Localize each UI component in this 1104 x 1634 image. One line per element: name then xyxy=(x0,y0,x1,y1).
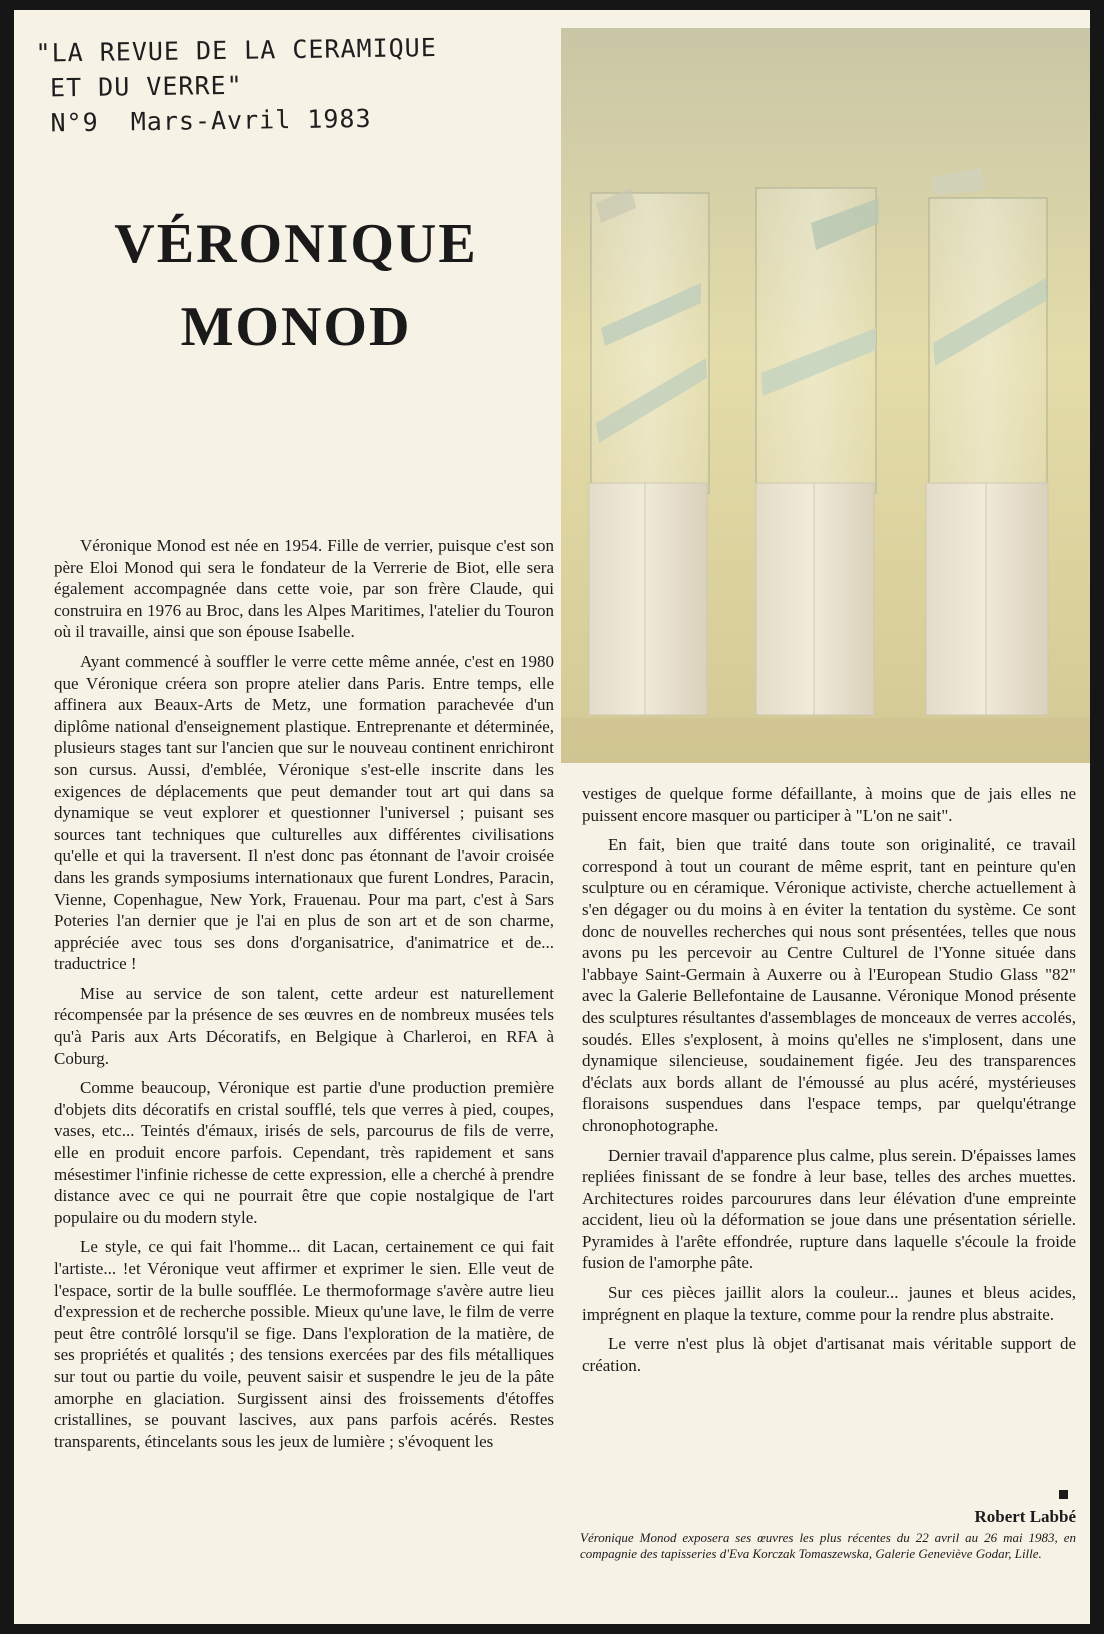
handwritten-annotation xyxy=(35,28,556,140)
paragraph: Le verre n'est plus là objet d'artisanat mais véritable support de création. xyxy=(582,1334,1076,1375)
paragraph: Sur ces pièces jaillit alors la couleur... jaunes et bleus acides, imprégnent en plaque la texture, comme pour la rendre plus abstraite. xyxy=(582,1283,1076,1324)
article-title-first-name: VÉRONIQUE xyxy=(114,213,478,275)
paragraph: En fait, bien que traité dans toute son originalité, ce travail correspond à tout un courant de même esprit, tant en peinture qu'en sculpture ou en céramique. Véronique activiste, cherche actuellement à s'en dégager ou du moins à en éviter la tentation du système. Ce sont donc de nouvelles recherches qui nous sont présentées, telles que nous avons pu les percevoir au Centre Culturel de l'Yonne située dans l'abbaye Saint-Germain à Auxerre ou à l'European Studio Glass "82" avec la Galerie Bellefontaine de Lausanne. Véronique Monod présente des sculptures résultantes d'assemblages de monceaux de verres accolés, soudés. Elles s'explosent, à moins qu'elles ne s'implosent, dans une dynamique silencieuse, soudainement figée. Jeu des transparences d'éclats aux bords allant de l'émoussé au plus acéré, mystérieuses floraisons suspendues dans l'espace temps, par quelqu'étrange chronophotographe. xyxy=(582,835,1076,1135)
annotation-line: ET DU VERRE" xyxy=(49,70,243,103)
article-title-last-name: MONOD xyxy=(180,296,412,358)
paragraph: Ayant commencé à souffler le verre cette même année, c'est en 1980 que Véronique créera son propre atelier dans Paris. Entre temps, elle affinera aux Beaux-Arts de Metz, une formation parachevée d'un diplôme national d'enseignement plastique. Entreprenante et déterminée, plusieurs stages tant sur l'ancien que sur le nouveau continent enrichiront son cursus. Aussi, d'emblée, Véronique s'est-elle inscrite dans les exigences de déplacements que peut demander tout art qui dans sa dynamique se veut explorer et questionner l'universel ; puisant ses sources tant techniques que culturelles aux différentes civilisations qu'elle et qui la traversent. Il n'est donc pas étonnant de l'avoir croisée dans les grands symposiums internationaux que furent Londres, Paracin, Vienne, Copenhague, New York, Frauenau. Pour ma part, c'est à Sars Poteries l'an dernier que je l'ai en plus de son art et de son charme, appréciée avec tous ses dons d'organisatrice, d'animatrice et de... traductrice ! xyxy=(54,651,554,974)
photo-margin xyxy=(561,764,1090,774)
end-of-article-square xyxy=(1059,1490,1068,1499)
sculpture-1 xyxy=(589,188,709,715)
exhibition-caption: Véronique Monod exposera ses œuvres les plus récentes du 22 avril au 26 mai 1983, en compagnie des tapisseries d'Eva Korczak Tomaszewska, Galerie Geneviève Godar, Lille. xyxy=(580,1530,1076,1561)
article-left-column xyxy=(54,535,554,1460)
annotation-line: "LA REVUE DE LA CERAMIQUE xyxy=(35,33,437,68)
magazine-page xyxy=(14,10,1090,1624)
paragraph: vestiges de quelque forme défaillante, à moins que de jais elles ne puissent encore masquer ou participer à "L'on ne sait". xyxy=(582,784,1076,825)
paragraph: Le style, ce qui fait l'homme... dit Lacan, certainement ce qui fait l'artiste... !et Véronique veut affirmer et exprimer le sien. Elle veut de l'espace, sortir de la bulle soufflée. Le thermoformage s'avère autre lieu d'expression et de recherche possible. Mieux qu'une lave, le film de verre peut être contrôlé lorsqu'il se fige. Dans l'exploration de la matière, de ses propriétés et qualités ; des tensions exercées par des fils métalliques sur tout ou partie du voile, peuvent saisir et suspendre le jeu de la pâte amorphe en glaciation. Surgissent ainsi des froissements d'étoffes cristallines, se pouvant lascives, aux pans parfois acérés. Restes transparents, étincelants sous les jeux de lumière ; s'évoquent les xyxy=(54,1237,554,1451)
sculpture-photo xyxy=(561,28,1090,763)
paragraph: Mise au service de son talent, cette ardeur est naturellement récompensée par la présence de ses œuvres en de nombreux musées tels qu'à Paris aux Arts Décoratifs, en Belgique à Charleroi, en RFA à Coburg. xyxy=(54,983,554,1068)
annotation-line: N°9 Mars-Avril 1983 xyxy=(50,103,372,138)
paragraph: Véronique Monod est née en 1954. Fille de verrier, puisque c'est son père Eloi Monod qui sera le fondateur de la Verrerie de Biot, elle sera également accompagnée dans cette voie, par son frère Claude, qui construira en 1976 au Broc, dans les Alpes Maritimes, l'atelier du Touron où il travaille, ainsi que son épouse Isabelle. xyxy=(54,536,554,642)
paragraph: Comme beaucoup, Véronique est partie d'une production première d'objets dits décoratifs en cristal soufflé, tels que verres à pied, coupes, vases, etc... Teintés d'émaux, irisés de sels, parcourus de fils de verre, elle en produit encore parfois. Cependant, très rapidement et sans mésestimer l'infinie richesse de cette expression, elle a cherché à prendre distance avec ce qui ne pourrait être que copie nostalgique de l'art populaire ou du modern style. xyxy=(54,1078,554,1227)
glass-sculptures-illustration xyxy=(561,28,1090,763)
article-right-column xyxy=(582,783,1076,1384)
author-signature: Robert Labbé xyxy=(974,1507,1076,1526)
sculpture-2 xyxy=(756,188,879,715)
sculpture-3 xyxy=(926,168,1048,715)
paragraph: Dernier travail d'apparence plus calme, plus serein. D'épaisses lames repliées finissant de se fondre à leur base, telles des arches muettes. Architectures roides parcourures dans leur élévation d'une empreinte accident, lieu où la déformation se joue dans une présentation sérielle. Pyramides à l'arête effondrée, rupture dans laquelle s'écoule la froide fusion de l'amorphe pâte. xyxy=(582,1145,1076,1273)
